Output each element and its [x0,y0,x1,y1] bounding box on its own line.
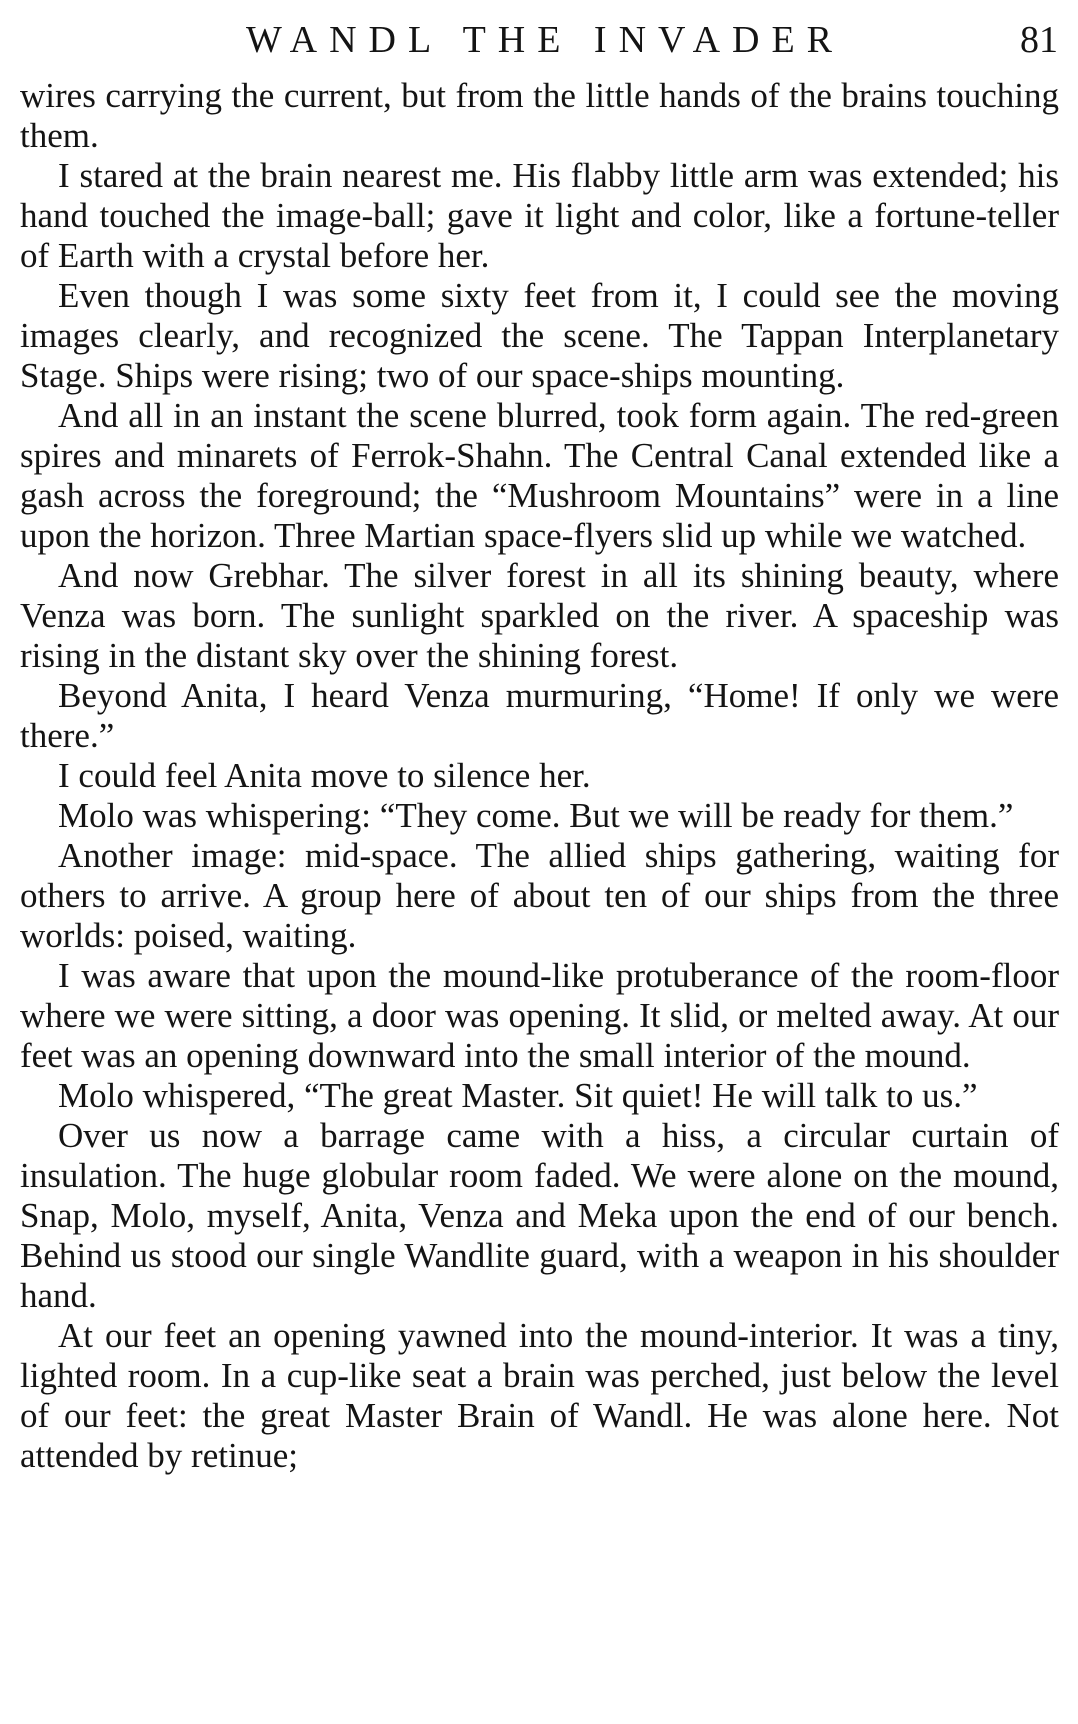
paragraph-13: At our feet an opening yawned into the mound-interior. It was a tiny, lighted room. In a cup-like seat a brain was perched, just below the level of our feet: the great Master Brain of Wandl. He was alone here. Not attended by retinue; [20,1316,1059,1475]
paragraph-11: Molo whispered, “The great Master. Sit quiet! He will talk to us.” [58,1076,978,1115]
page-number: 81 [1020,19,1058,61]
paragraph-9: Another image: mid-space. The allied ships gathering, waiting for others to arrive. A group here of about ten of our ships from the three worlds: poised, waiting. [20,836,1059,955]
paragraph-1: wires carrying the current, but from the little hands of the brains touching them. [20,76,1059,155]
paragraph-4: And all in an instant the scene blurred, took form again. The red-green spires and minarets of Ferrok-Shahn. The Central Canal extended like a gash across the foreground; the “Mushroom Mountains” were in a line upon the horizon. Three Martian space-flyers slid up while we watched. [20,396,1059,555]
running-header [20,8,1058,68]
paragraph-10: I was aware that upon the mound-like protuberance of the room-floor where we were sitting, a door was opening. It slid, or melted away. At our feet was an opening downward into the small interior of the mound. [20,956,1059,1075]
paragraph-2: I stared at the brain nearest me. His flabby little arm was extended; his hand touched the image-ball; gave it light and color, like a fortune-teller of Earth with a crystal before her. [20,156,1059,275]
paragraph-5: And now Grebhar. The silver forest in all its shining beauty, where Venza was born. The sunlight sparkled on the river. A spaceship was rising in the distant sky over the shining forest. [20,556,1059,675]
paragraph-7: I could feel Anita move to silence her. [58,756,591,795]
paragraph-12: Over us now a barrage came with a hiss, a circular curtain of insulation. The huge globular room faded. We were alone on the mound, Snap, Molo, myself, Anita, Venza and Meka upon the end of our bench. Behind us stood our single Wandlite guard, with a weapon in his shoulder hand. [20,1116,1059,1315]
paragraph-8: Molo was whispering: “They come. But we will be ready for them.” [58,796,1014,835]
body-text [20,76,1059,1476]
paragraph-3: Even though I was some sixty feet from it, I could see the moving images clearly, and recognized the scene. The Tappan Interplanetary Stage. Ships were rising; two of our space-ships mounting. [20,276,1059,395]
running-title: WANDL THE INVADER [245,19,845,61]
paragraph-6: Beyond Anita, I heard Venza murmuring, “Home! If only we were there.” [20,676,1059,755]
